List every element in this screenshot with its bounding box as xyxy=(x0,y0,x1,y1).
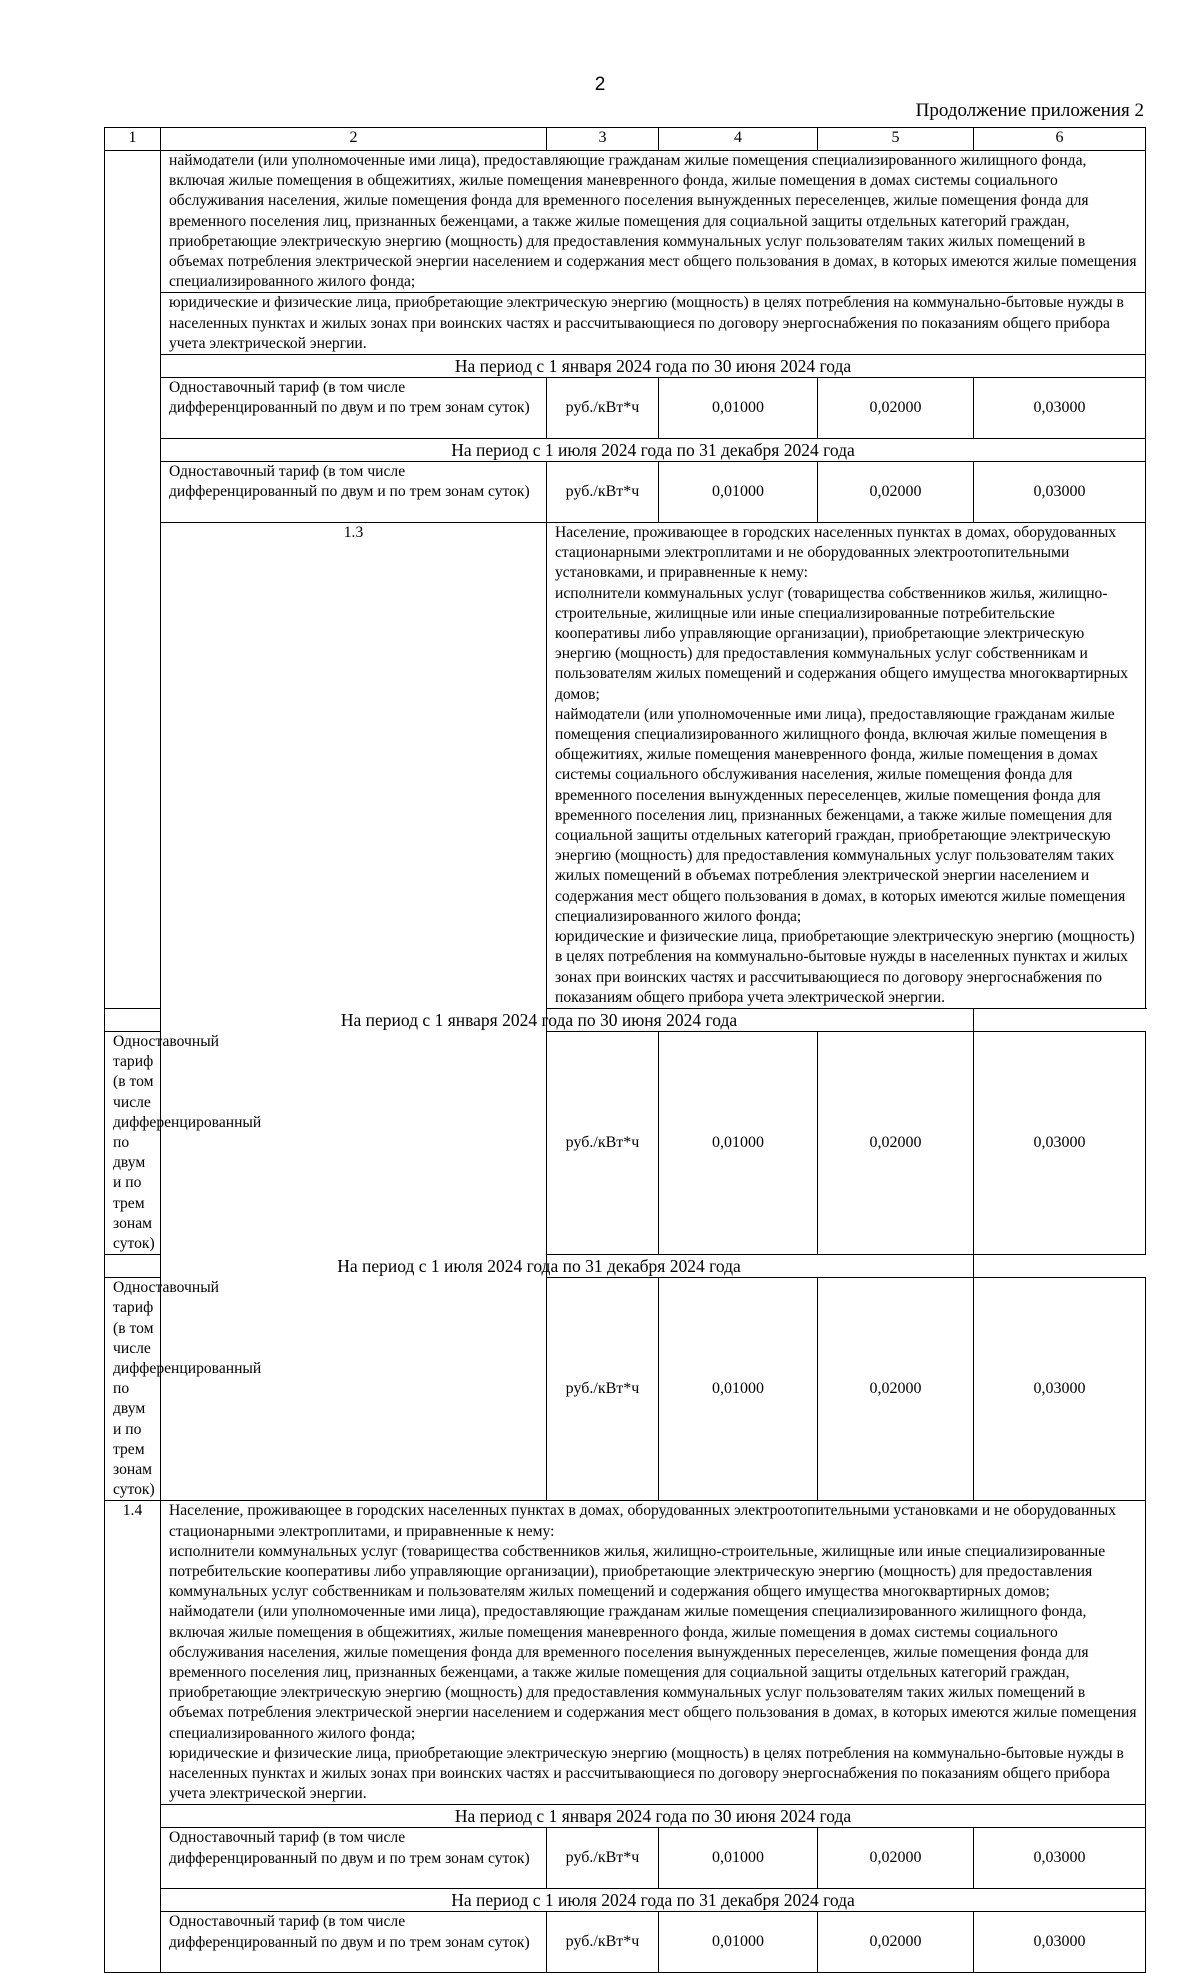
description-paragraph: наймодатели (или уполномоченные ими лица), предоставляющие гражданам жилые помещения специализированного жилищного фонда, включая жилые помещения в общежитиях, жилые помещения маневренного фонда, жилые помещения в домах системы социального обслуживания населения, жилые помещения фонда для временного поселения вынужденных переселенцев, жилые помещения фонда для временного поселения лиц, признанных беженцами, а также жилые помещения для социальной защиты отдельных категорий граждан, приобретающие электрическую энергию (мощность) для предоставления коммунальных услуг пользователям таких жилых помещений в объемах потребления электрической энергии населением и содержания мест общего пользования в домах, в которых имеются жилые помещения специализированного жилого фонда; xyxy=(555,705,1126,925)
tariff-value: 0,01000 xyxy=(659,1278,818,1501)
tariff-value: 0,02000 xyxy=(818,378,974,439)
section-number: 1.3 xyxy=(161,523,547,1501)
tariff-value: 0,02000 xyxy=(818,1828,974,1889)
period-heading: На период с 1 июля 2024 года по 31 декабря 2024 года xyxy=(161,1889,1146,1912)
tariff-name: Одноставочный тариф (в том числе дифференцированный по двум и по трем зонам суток) xyxy=(161,462,547,523)
tariff-unit: руб./кВт*ч xyxy=(547,1031,659,1254)
section-number: 1.4 xyxy=(105,1501,161,1973)
consumer-description: наймодатели (или уполномоченные ими лица), предоставляющие гражданам жилые помещения специализированного жилищного фонда, включая жилые помещения в общежитиях, жилые помещения маневренного фонда, жилые помещения в домах системы социального обслуживания населения, жилые помещения фонда для временного поселения вынужденных переселенцев, жилые помещения фонда для временного поселения лиц, признанных беженцами, а также жилые помещения для социальной защиты отдельных категорий граждан, приобретающие электрическую энергию (мощность) для предоставления коммунальных услуг пользователям таких жилых помещений в объемах потребления электрической энергии населением и содержания мест общего пользования в домах, в которых имеются жилые помещения специализированного жилого фонда; xyxy=(161,151,1146,293)
period-heading: На период с 1 июля 2024 года по 31 декабря 2024 года xyxy=(161,439,1146,462)
period-row xyxy=(105,1889,1146,1912)
section-row xyxy=(105,151,1146,293)
tariff-row xyxy=(105,378,1146,439)
consumer-description xyxy=(161,1501,1146,1805)
column-header-row xyxy=(105,128,1146,151)
tariff-row xyxy=(105,1828,1146,1889)
column-header: 3 xyxy=(547,128,659,151)
tariff-row xyxy=(105,462,1146,523)
column-header: 5 xyxy=(818,128,974,151)
tariff-name: Одноставочный тариф (в том числе дифференцированный по двум и по трем зонам суток) xyxy=(105,1031,161,1254)
tariff-value: 0,02000 xyxy=(818,462,974,523)
column-header: 1 xyxy=(105,128,161,151)
tariff-row xyxy=(105,1912,1146,1973)
period-heading: На период с 1 января 2024 года по 30 июня 2024 года xyxy=(161,355,1146,378)
description-paragraph: юридические и физические лица, приобретающие электрическую энергию (мощность) в целях потребления на коммунально-бытовые нужды в населенных пунктах и жилых зонах при воинских частях и рассчитывающиеся по договору энергоснабжения по показаниям общего прибора учета электрической энергии. xyxy=(169,1744,1124,1803)
tariff-value: 0,01000 xyxy=(659,462,818,523)
tariff-value: 0,01000 xyxy=(659,1912,818,1973)
period-row xyxy=(105,1008,1146,1031)
tariff-value: 0,01000 xyxy=(659,378,818,439)
tariff-value: 0,02000 xyxy=(818,1031,974,1254)
period-heading: На период с 1 января 2024 года по 30 июня 2024 года xyxy=(105,1008,974,1031)
period-heading: На период с 1 января 2024 года по 30 июня 2024 года xyxy=(161,1805,1146,1828)
description-paragraph: наймодатели (или уполномоченные ими лица), предоставляющие гражданам жилые помещения специализированного жилищного фонда, включая жилые помещения в общежитиях, жилые помещения маневренного фонда, жилые помещения в домах системы социального обслуживания населения, жилые помещения фонда для временного поселения вынужденных переселенцев, жилые помещения фонда для временного поселения лиц, признанных беженцами, а также жилые помещения для социальной защиты отдельных категорий граждан, приобретающие электрическую энергию (мощность) для предоставления коммунальных услуг пользователям таких жилых помещений в объемах потребления электрической энергии населением и содержания мест общего пользования в домах, в которых имеются жилые помещения специализированного жилого фонда; xyxy=(169,1603,1137,1742)
tariff-value: 0,02000 xyxy=(818,1912,974,1973)
description-paragraph: исполнители коммунальных услуг (товарищества собственников жилья, жилищно-строительные, жилищные или иные специализированные потребительские кооперативы либо управляющие организации), приобретающие электрическую энергию (мощность) для предоставления коммунальных услуг собственникам и пользователям жилых помещений и содержания общего имущества многоквартирных домов; xyxy=(169,1542,1106,1601)
description-paragraph: юридические и физические лица, приобретающие электрическую энергию (мощность) в целях потребления на коммунально-бытовые нужды в населенных пунктах и жилых зонах при воинских частях и рассчитывающиеся по договору энергоснабжения по показаниям общего прибора учета электрической энергии. xyxy=(555,928,1135,1006)
tariff-value: 0,01000 xyxy=(659,1828,818,1889)
tariff-unit: руб./кВт*ч xyxy=(547,1828,659,1889)
tariff-value: 0,03000 xyxy=(974,1912,1146,1973)
period-heading: На период с 1 июля 2024 года по 31 декабря 2024 года xyxy=(105,1255,974,1278)
period-row xyxy=(105,439,1146,462)
column-header: 6 xyxy=(974,128,1146,151)
period-row xyxy=(105,1255,1146,1278)
section-row xyxy=(105,293,1146,355)
section-number xyxy=(105,151,161,1009)
tariff-unit: руб./кВт*ч xyxy=(547,1912,659,1973)
tariff-value: 0,03000 xyxy=(974,1278,1146,1501)
column-header: 2 xyxy=(161,128,547,151)
column-header: 4 xyxy=(659,128,818,151)
tariff-value: 0,02000 xyxy=(818,1278,974,1501)
tariff-unit: руб./кВт*ч xyxy=(547,1278,659,1501)
consumer-description: юридические и физические лица, приобретающие электрическую энергию (мощность) в целях потребления на коммунально-бытовые нужды в населенных пунктах и жилых зонах при воинских частях и рассчитывающиеся по договору энергоснабжения по показаниям общего прибора учета электрической энергии. xyxy=(161,293,1146,355)
section-row xyxy=(105,523,1146,1009)
appendix-continuation-label: Продолжение приложения 2 xyxy=(915,100,1144,121)
tariff-value: 0,03000 xyxy=(974,1031,1146,1254)
tariff-name: Одноставочный тариф (в том числе дифференцированный по двум и по трем зонам суток) xyxy=(161,1912,547,1973)
page-number: 2 xyxy=(594,74,606,95)
tariff-table xyxy=(104,127,1146,1973)
tariff-name: Одноставочный тариф (в том числе дифференцированный по двум и по трем зонам суток) xyxy=(105,1278,161,1501)
tariff-value: 0,03000 xyxy=(974,462,1146,523)
tariff-unit: руб./кВт*ч xyxy=(547,378,659,439)
period-row xyxy=(105,355,1146,378)
tariff-unit: руб./кВт*ч xyxy=(547,462,659,523)
tariff-value: 0,01000 xyxy=(659,1031,818,1254)
consumer-description xyxy=(547,523,1146,1009)
description-paragraph: исполнители коммунальных услуг (товарищества собственников жилья, жилищно-строительные, жилищные или иные специализированные потребительские кооперативы либо управляющие организации), приобретающие электрическую энергию (мощность) для предоставления коммунальных услуг собственникам и пользователям жилых помещений и содержания общего имущества многоквартирных домов; xyxy=(555,584,1129,703)
tariff-value: 0,03000 xyxy=(974,1828,1146,1889)
section-row xyxy=(105,1501,1146,1805)
period-row xyxy=(105,1805,1146,1828)
description-paragraph: Население, проживающее в городских населенных пунктах в домах, оборудованных стационарными электроплитами и не оборудованных электроотопительными установками, и приравненные к нему: xyxy=(555,524,1117,582)
tariff-value: 0,03000 xyxy=(974,378,1146,439)
tariff-name: Одноставочный тариф (в том числе дифференцированный по двум и по трем зонам суток) xyxy=(161,1828,547,1889)
description-paragraph: Население, проживающее в городских населенных пунктах в домах, оборудованных электроотопительными установками и не оборудованных стационарными электроплитами, и приравненные к нему: xyxy=(169,1502,1117,1540)
tariff-name: Одноставочный тариф (в том числе дифференцированный по двум и по трем зонам суток) xyxy=(161,378,547,439)
